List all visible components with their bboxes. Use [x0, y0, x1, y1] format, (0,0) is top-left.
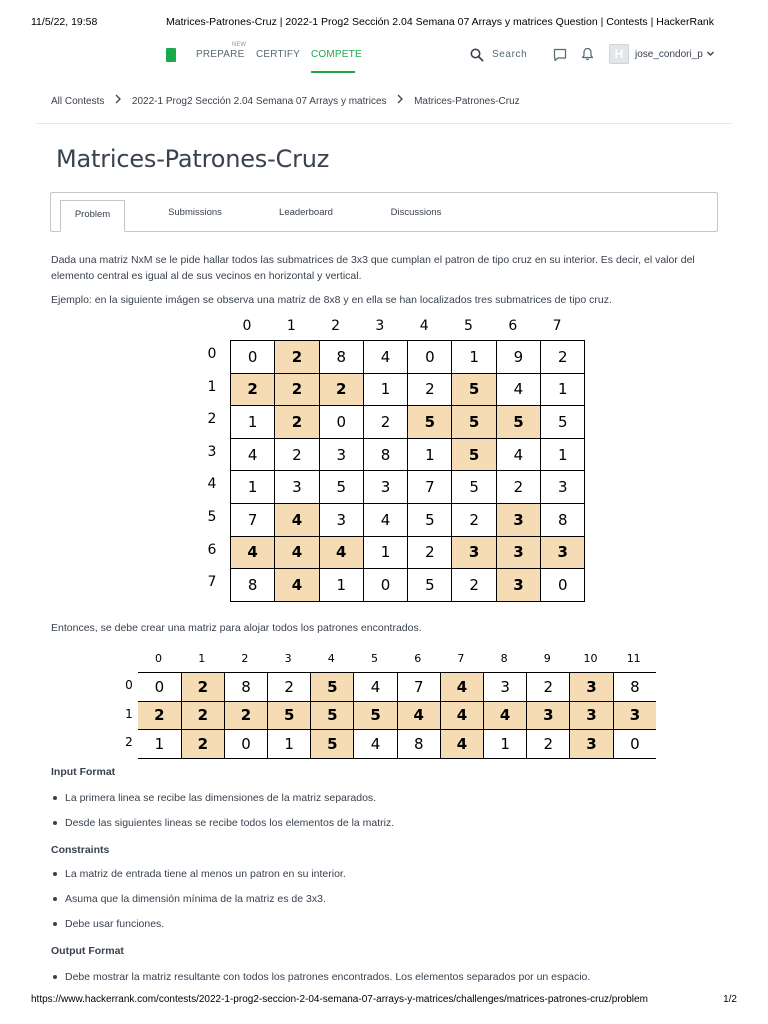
matrix-cell: 0 [363, 569, 407, 602]
matrix-cell: 4 [275, 503, 319, 536]
result-matrix-col-index: 2 [241, 652, 249, 665]
example-matrix-col-index: 6 [508, 318, 518, 334]
table-row [231, 503, 585, 536]
list-item: Desde las siguientes lineas se recibe todos los elementos de la matriz. [51, 816, 394, 841]
matrix-cell: 5 [319, 471, 363, 504]
matrix-cell: 7 [231, 503, 275, 536]
result-matrix-grid [138, 672, 656, 759]
problem-result-text: Entonces, se debe crear una matriz para alojar todos los patrones encontrados. [51, 622, 422, 634]
matrix-cell: 2 [181, 673, 224, 702]
tab-problem[interactable]: Problem [60, 200, 125, 232]
result-matrix-col-index: 5 [371, 652, 378, 665]
chevron-right-icon [396, 94, 404, 104]
matrix-cell: 5 [452, 373, 496, 406]
matrix-cell: 4 [231, 438, 275, 471]
matrix-cell: 2 [275, 438, 319, 471]
breadcrumb [51, 94, 520, 107]
print-title: Matrices-Patrones-Cruz | 2022-1 Prog2 Sección 2.04 Semana 07 Arrays y matrices Question | Contests | HackerRank [166, 16, 715, 28]
example-matrix-row-index: 3 [207, 443, 217, 460]
matrix-cell: 3 [570, 701, 613, 730]
list-item: Asuma que la dimensión mínima de la matriz es de 3x3. [51, 892, 346, 917]
matrix-cell: 2 [181, 730, 224, 759]
matrix-cell: 4 [363, 503, 407, 536]
challenge-tabs [50, 192, 718, 232]
matrix-cell: 1 [319, 569, 363, 602]
matrix-cell: 1 [363, 373, 407, 406]
list-item: La matriz de entrada tiene al menos un patron en su interior. [51, 867, 346, 892]
print-footer [31, 994, 737, 1008]
matrix-cell: 1 [408, 438, 452, 471]
matrix-cell: 4 [354, 673, 397, 702]
table-row [231, 569, 585, 602]
matrix-cell: 5 [408, 503, 452, 536]
matrix-cell: 4 [363, 341, 407, 374]
matrix-cell: 2 [452, 569, 496, 602]
matrix-cell: 3 [496, 569, 540, 602]
top-nav [0, 40, 768, 74]
result-matrix-col-index: 8 [500, 652, 508, 665]
example-matrix-row-index: 5 [207, 509, 217, 525]
matrix-cell: 4 [440, 673, 483, 702]
matrix-cell: 8 [397, 730, 440, 759]
matrix-cell: 5 [496, 406, 540, 439]
avatar[interactable]: H [609, 44, 629, 64]
result-matrix-col-index: 0 [155, 652, 162, 665]
matrix-cell: 3 [570, 730, 613, 759]
matrix-cell: 3 [275, 471, 319, 504]
table-row [231, 406, 585, 439]
table-row [231, 341, 585, 374]
matrix-cell: 5 [452, 406, 496, 439]
matrix-cell: 2 [275, 373, 319, 406]
matrix-cell: 1 [231, 406, 275, 439]
result-matrix-col-index: 10 [583, 652, 598, 665]
result-matrix-row-index: 2 [125, 735, 133, 749]
example-matrix-col-index: 1 [286, 318, 296, 334]
matrix-cell: 5 [268, 701, 311, 730]
matrix-cell: 4 [354, 730, 397, 759]
chevron-right-icon [114, 94, 122, 104]
matrix-cell: 1 [484, 730, 527, 759]
matrix-cell: 8 [224, 673, 267, 702]
matrix-cell: 4 [275, 536, 319, 569]
matrix-cell: 8 [613, 673, 656, 702]
active-nav-indicator [311, 71, 355, 73]
example-matrix-col-index: 3 [375, 318, 385, 334]
matrix-cell: 2 [527, 730, 570, 759]
matrix-cell: 2 [527, 673, 570, 702]
output-format-list [51, 970, 590, 995]
matrix-cell: 1 [268, 730, 311, 759]
breadcrumb-contest[interactable]: 2022-1 Prog2 Sección 2.04 Semana 07 Arrays y matrices [131, 95, 387, 107]
print-header [31, 16, 737, 30]
nav-prepare[interactable]: PREPARE [196, 49, 245, 60]
result-matrix-figure [116, 652, 661, 758]
matrix-cell: 9 [496, 341, 540, 374]
search-icon [470, 48, 484, 62]
print-page-number: 1/2 [723, 994, 737, 1005]
table-row [138, 701, 656, 730]
list-item: Debe mostrar la matriz resultante con todos los patrones encontrados. Los elementos separados por un espacio. [51, 970, 590, 995]
matrix-cell: 4 [440, 730, 483, 759]
matrix-cell: 2 [275, 341, 319, 374]
constraints-list [51, 867, 346, 942]
result-matrix-row-index: 1 [125, 706, 133, 721]
matrix-cell: 1 [138, 730, 181, 759]
result-matrix-row-index: 0 [125, 678, 133, 692]
matrix-cell: 3 [527, 701, 570, 730]
example-matrix-figure [200, 318, 590, 608]
page-title: Matrices-Patrones-Cruz [56, 145, 330, 173]
result-matrix-col-index: 4 [327, 652, 335, 665]
matrix-cell: 5 [311, 673, 354, 702]
matrix-cell: 0 [138, 673, 181, 702]
matrix-cell: 5 [452, 438, 496, 471]
hackerrank-logo[interactable] [166, 48, 176, 62]
table-row [231, 373, 585, 406]
matrix-cell: 5 [408, 569, 452, 602]
matrix-cell: 2 [319, 373, 363, 406]
matrix-cell: 8 [541, 503, 585, 536]
table-row [138, 673, 656, 702]
matrix-cell: 2 [224, 701, 267, 730]
example-matrix-row-index: 7 [207, 574, 217, 591]
breadcrumb-all-contests[interactable]: All Contests [51, 95, 105, 107]
matrix-cell: 4 [397, 701, 440, 730]
result-matrix-col-index: 7 [457, 652, 465, 665]
matrix-cell: 4 [319, 536, 363, 569]
list-item: La primera linea se recibe las dimensiones de la matriz separados. [51, 791, 394, 816]
search-button[interactable] [470, 46, 534, 64]
example-matrix-row-index: 1 [207, 378, 217, 395]
matrix-cell: 0 [613, 730, 656, 759]
matrix-cell: 3 [319, 503, 363, 536]
matrix-cell: 7 [397, 673, 440, 702]
matrix-cell: 1 [231, 471, 275, 504]
output-format-heading: Output Format [51, 945, 124, 957]
matrix-cell: 4 [440, 701, 483, 730]
matrix-cell: 1 [541, 373, 585, 406]
tab-leaderboard[interactable]: Leaderboard [279, 207, 333, 218]
matrix-cell: 3 [319, 438, 363, 471]
example-matrix-col-index: 0 [242, 318, 252, 334]
chevron-down-icon[interactable] [706, 49, 715, 58]
matrix-cell: 1 [541, 438, 585, 471]
matrix-cell: 5 [311, 730, 354, 759]
matrix-cell: 3 [570, 673, 613, 702]
matrix-cell: 2 [268, 673, 311, 702]
result-matrix-col-index: 9 [543, 652, 551, 665]
problem-example: Ejemplo: en la siguiente imágen se observa una matriz de 8x8 y en ella se han localizados tres submatrices de tipo cruz. [51, 294, 612, 306]
matrix-cell: 5 [452, 471, 496, 504]
result-matrix-col-index: 11 [626, 652, 641, 665]
matrix-cell: 8 [319, 341, 363, 374]
example-matrix-row-index: 6 [207, 541, 217, 558]
constraints-heading: Constraints [51, 844, 110, 856]
matrix-cell: 3 [484, 673, 527, 702]
matrix-cell: 1 [452, 341, 496, 374]
tab-submissions[interactable]: Submissions [168, 207, 222, 218]
new-badge: NEW [232, 42, 246, 48]
print-url: https://www.hackerrank.com/contests/2022-1-prog2-seccion-2-04-semana-07-arrays-y-matrices/challenges/matrices-patrones-cruz/problem [31, 994, 648, 1005]
username[interactable]: jose_condori_p [635, 49, 703, 60]
problem-intro: Dada una matriz NxM se le pide hallar todos las submatrices de 3x3 que cumplan el patron de tipo cruz en su interior. Es decir, el valor del elemento central es igual al de sus vecinos en horizontal y vertical. [51, 254, 695, 282]
matrix-cell: 4 [496, 438, 540, 471]
matrix-cell: 0 [408, 341, 452, 374]
tab-discussions[interactable]: Discussions [390, 207, 442, 218]
matrix-cell: 5 [408, 406, 452, 439]
matrix-cell: 5 [354, 701, 397, 730]
table-row [231, 471, 585, 504]
search-label: Search [492, 49, 528, 60]
matrix-cell: 2 [452, 503, 496, 536]
matrix-cell: 2 [541, 341, 585, 374]
matrix-cell: 5 [541, 406, 585, 439]
notifications-bell-icon[interactable] [581, 47, 594, 61]
matrix-cell: 3 [363, 471, 407, 504]
table-row [231, 536, 585, 569]
matrix-cell: 8 [363, 438, 407, 471]
matrix-cell: 0 [319, 406, 363, 439]
example-matrix-col-index: 2 [331, 318, 341, 334]
messages-icon[interactable] [553, 48, 567, 62]
list-item: Debe usar funciones. [51, 917, 346, 942]
example-matrix-row-index: 0 [207, 346, 217, 362]
print-date: 11/5/22, 19:58 [31, 16, 98, 28]
result-matrix-col-index: 6 [414, 652, 422, 665]
example-matrix-row-index: 2 [207, 411, 217, 428]
matrix-cell: 2 [138, 701, 181, 730]
matrix-cell: 2 [496, 471, 540, 504]
result-matrix-col-index: 3 [284, 652, 292, 665]
matrix-cell: 5 [311, 701, 354, 730]
example-matrix-col-index: 7 [552, 318, 562, 334]
example-matrix-row-index: 4 [207, 476, 217, 493]
matrix-cell: 2 [275, 406, 319, 439]
matrix-cell: 2 [181, 701, 224, 730]
matrix-cell: 3 [496, 536, 540, 569]
matrix-cell: 2 [231, 373, 275, 406]
example-matrix-col-index: 5 [464, 318, 473, 334]
table-row [231, 438, 585, 471]
matrix-cell: 3 [496, 503, 540, 536]
matrix-cell: 3 [452, 536, 496, 569]
example-matrix-grid [230, 340, 585, 602]
matrix-cell: 1 [363, 536, 407, 569]
matrix-cell: 0 [231, 341, 275, 374]
matrix-cell: 4 [496, 373, 540, 406]
matrix-cell: 4 [275, 569, 319, 602]
example-matrix-col-index: 4 [419, 318, 429, 334]
matrix-cell: 4 [484, 701, 527, 730]
matrix-cell: 2 [408, 536, 452, 569]
nav-certify[interactable]: CERTIFY [256, 49, 300, 60]
table-row [138, 730, 656, 759]
input-format-list [51, 791, 394, 841]
matrix-cell: 0 [541, 569, 585, 602]
divider [36, 123, 732, 124]
matrix-cell: 0 [224, 730, 267, 759]
result-matrix-col-index: 1 [198, 652, 206, 665]
input-format-heading: Input Format [51, 766, 116, 778]
matrix-cell: 8 [231, 569, 275, 602]
matrix-cell: 3 [541, 471, 585, 504]
matrix-cell: 3 [541, 536, 585, 569]
matrix-cell: 2 [363, 406, 407, 439]
matrix-cell: 4 [231, 536, 275, 569]
matrix-cell: 7 [408, 471, 452, 504]
breadcrumb-challenge[interactable]: Matrices-Patrones-Cruz [414, 95, 520, 107]
matrix-cell: 3 [613, 701, 656, 730]
nav-compete[interactable]: COMPETE [311, 49, 362, 60]
matrix-cell: 2 [408, 373, 452, 406]
